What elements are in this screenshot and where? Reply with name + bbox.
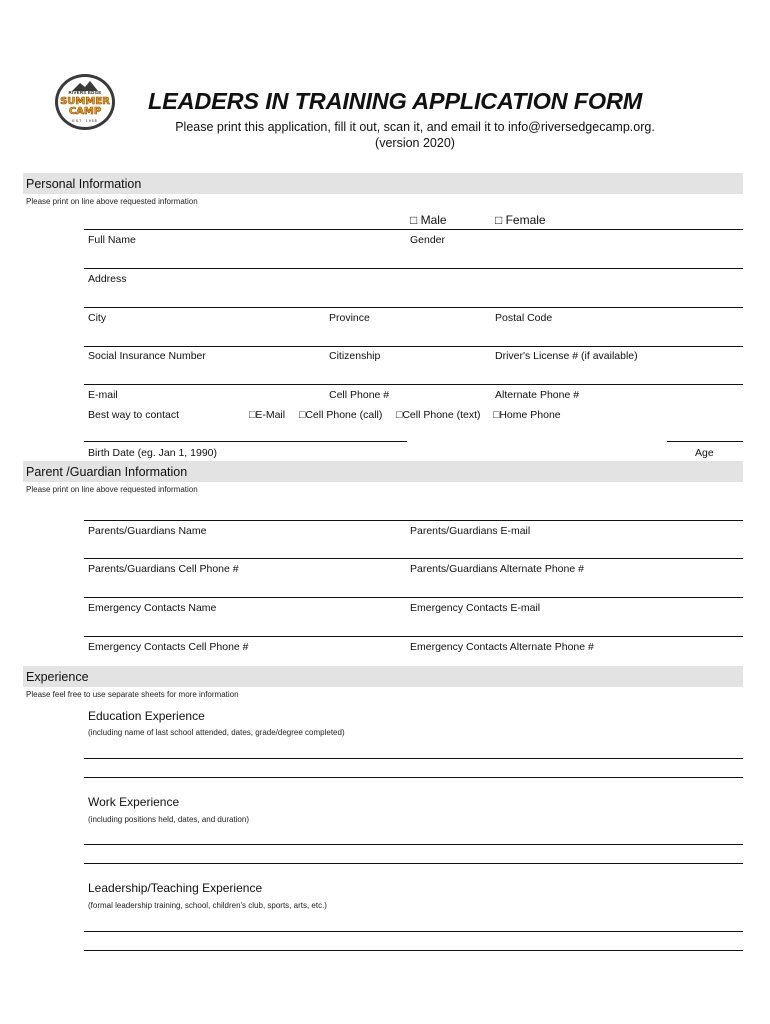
work-note: (including positions held, dates, and duration): [88, 815, 249, 824]
guardian-name-line[interactable]: [84, 520, 743, 521]
birth-date-line[interactable]: [84, 441, 407, 442]
emergency-alt-phone-label: Emergency Contacts Alternate Phone #: [410, 641, 594, 653]
full-name-label: Full Name: [88, 234, 136, 246]
city-label: City: [88, 312, 107, 324]
logo-summer: SUMMER: [60, 96, 110, 107]
address-line[interactable]: [84, 268, 743, 269]
personal-section-note: Please print on line above requested information: [26, 197, 198, 206]
contact-call-checkbox[interactable]: □Cell Phone (call): [299, 409, 383, 421]
guardian-section-note: Please print on line above requested information: [26, 485, 198, 494]
work-heading: Work Experience: [88, 795, 180, 809]
guardian-name-label: Parents/Guardians Name: [88, 525, 207, 537]
age-label: Age: [695, 447, 714, 459]
experience-section-bar: [23, 666, 743, 687]
form-instructions: Please print this application, fill it out, scan it, and email it to info@riversedgecamp.org.: [175, 120, 655, 134]
education-line-2[interactable]: [84, 777, 743, 778]
logo-main-text: [58, 97, 112, 117]
postal-code-label: Postal Code: [495, 312, 553, 324]
emergency-email-label: Emergency Contacts E-mail: [410, 602, 541, 614]
experience-section-note: Please feel free to use separate sheets for more information: [26, 690, 239, 699]
province-label: Province: [329, 312, 370, 324]
alternate-phone-label: Alternate Phone #: [495, 389, 580, 401]
leadership-line-1[interactable]: [84, 931, 743, 932]
camp-logo: [55, 74, 115, 130]
gender-male-checkbox[interactable]: □ Male: [410, 213, 447, 227]
guardian-alt-phone-label: Parents/Guardians Alternate Phone #: [410, 563, 584, 575]
logo-top-text: RIVERS EDGE: [68, 90, 102, 95]
age-line[interactable]: [667, 441, 743, 442]
guardian-section-title: Parent /Guardian Information: [26, 465, 188, 479]
full-name-line[interactable]: [84, 229, 743, 230]
contact-email-checkbox[interactable]: □E-Mail: [249, 409, 286, 421]
experience-section-title: Experience: [26, 670, 89, 684]
gender-label: Gender: [410, 234, 446, 246]
sin-line[interactable]: [84, 346, 743, 347]
citizenship-label: Citizenship: [329, 350, 381, 362]
personal-section-title: Personal Information: [26, 177, 142, 191]
logo-est-text: EST. 1958: [72, 119, 98, 123]
emergency-cell-line[interactable]: [84, 636, 743, 637]
education-line-1[interactable]: [84, 758, 743, 759]
contact-text-checkbox[interactable]: □Cell Phone (text): [396, 409, 481, 421]
logo-camp: CAMP: [68, 106, 102, 117]
leadership-heading: Leadership/Teaching Experience: [88, 881, 263, 895]
emergency-name-line[interactable]: [84, 597, 743, 598]
guardian-email-label: Parents/Guardians E-mail: [410, 525, 531, 537]
form-version: (version 2020): [375, 136, 455, 150]
emergency-name-label: Emergency Contacts Name: [88, 602, 217, 614]
drivers-license-label: Driver's License # (if available): [495, 350, 638, 362]
city-line[interactable]: [84, 307, 743, 308]
email-label: E-mail: [88, 389, 118, 401]
contact-home-checkbox[interactable]: □Home Phone: [493, 409, 561, 421]
sin-label: Social Insurance Number: [88, 350, 206, 362]
guardian-cell-label: Parents/Guardians Cell Phone #: [88, 563, 239, 575]
work-line-2[interactable]: [84, 863, 743, 864]
education-note: (including name of last school attended, dates, grade/degree completed): [88, 728, 345, 737]
work-line-1[interactable]: [84, 844, 743, 845]
education-heading: Education Experience: [88, 709, 205, 723]
best-way-label: Best way to contact: [88, 409, 180, 421]
form-title: LEADERS IN TRAINING APPLICATION FORM: [148, 88, 643, 114]
leadership-note: (formal leadership training, school, children's club, sports, arts, etc.): [88, 901, 327, 910]
leadership-line-2[interactable]: [84, 950, 743, 951]
cell-phone-label: Cell Phone #: [329, 389, 390, 401]
email-line[interactable]: [84, 384, 743, 385]
gender-female-checkbox[interactable]: □ Female: [495, 213, 546, 227]
emergency-cell-label: Emergency Contacts Cell Phone #: [88, 641, 249, 653]
address-label: Address: [88, 273, 127, 285]
birth-date-label: Birth Date (eg. Jan 1, 1990): [88, 447, 217, 459]
guardian-cell-line[interactable]: [84, 558, 743, 559]
